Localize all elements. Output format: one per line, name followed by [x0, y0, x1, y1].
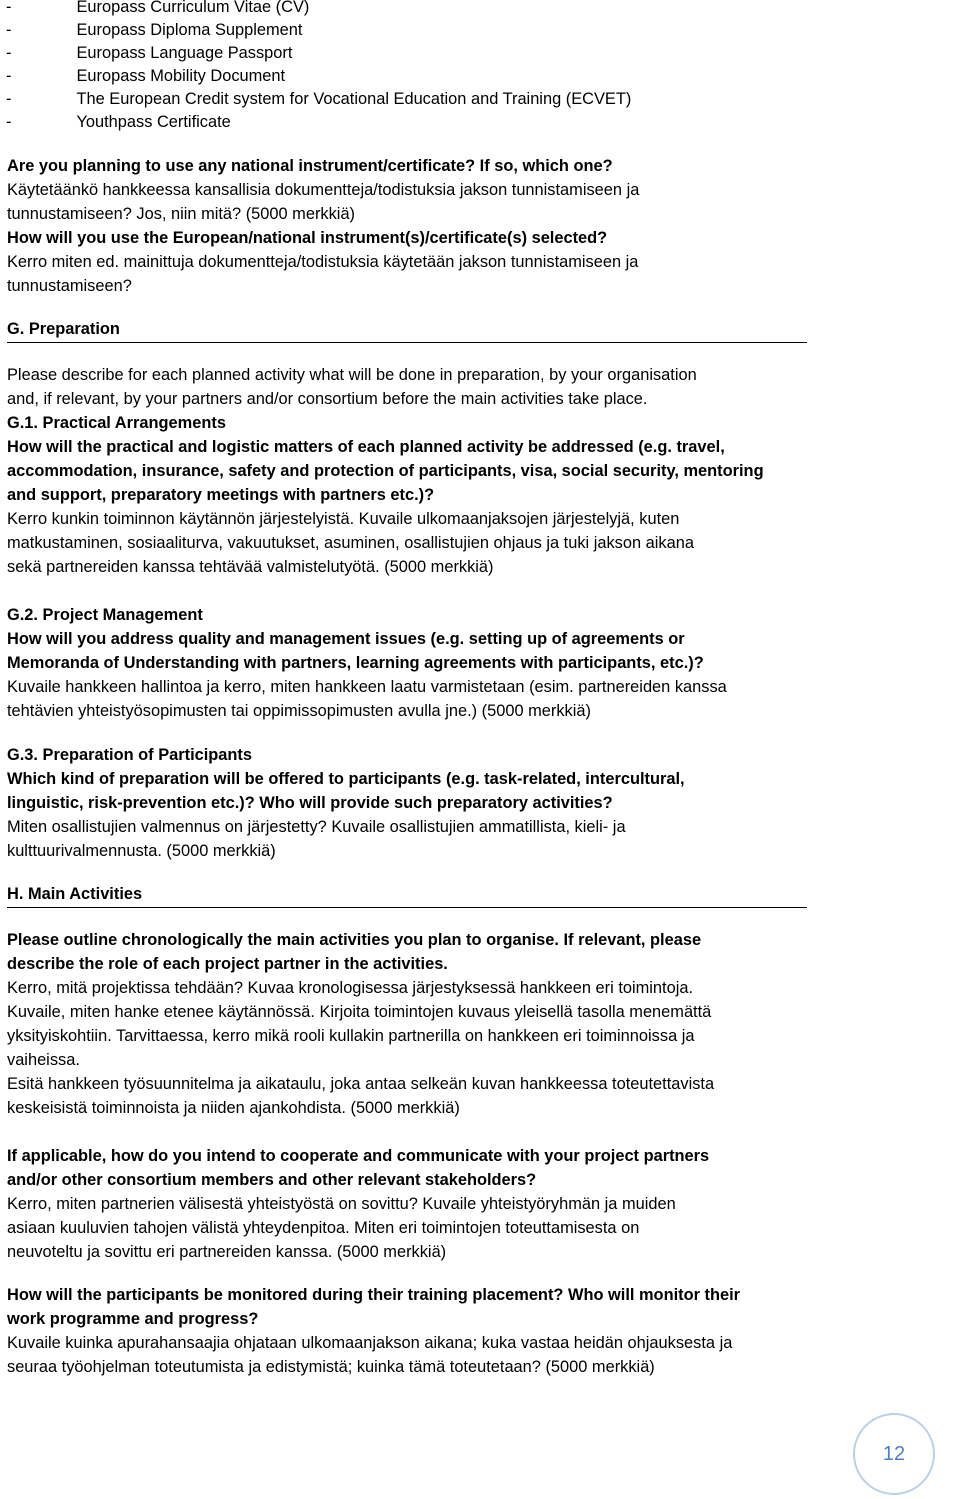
question-text: Memoranda of Understanding with partners, learning agreements with participants, etc.)?	[7, 654, 704, 672]
section-g3	[7, 743, 807, 863]
section-heading: G. Preparation	[7, 317, 807, 343]
finnish-text: Kuvaile, miten hanke etenee käytännössä. Kirjoita toimintojen kuvaus yleisellä tasolla menemättä	[7, 1003, 712, 1021]
subsection-heading: G.3. Preparation of Participants	[7, 746, 253, 764]
question-text: How will you use the European/national instrument(s)/certificate(s) selected?	[7, 229, 608, 247]
intro-text: and, if relevant, by your partners and/or consortium before the main activities take place.	[7, 390, 648, 408]
question-text: Are you planning to use any national instrument/certificate? If so, which one?	[7, 157, 613, 175]
section-h-heading	[7, 882, 807, 908]
list-bullet: -	[6, 21, 12, 39]
list-bullet: -	[6, 67, 12, 85]
question-text: and support, preparatory meetings with partners etc.)?	[7, 486, 435, 504]
instrument-questions	[7, 154, 807, 298]
finnish-text: Kerro, mitä projektissa tehdään? Kuvaa kronologisessa järjestyksessä hankkeen eri toimintoja.	[7, 979, 694, 997]
list-item: - Youthpass Certificate	[6, 113, 231, 131]
page-number-badge	[853, 1413, 935, 1495]
finnish-text: Kerro miten ed. mainittuja dokumentteja/todistuksia käytetään jakson tunnistamiseen ja	[7, 253, 639, 271]
finnish-text: kulttuurivalmennusta. (5000 merkkiä)	[7, 842, 276, 860]
question-text: Which kind of preparation will be offered to participants (e.g. task-related, intercultural,	[7, 770, 685, 788]
page-number: 12	[882, 1443, 906, 1465]
finnish-text: Kuvaile hankkeen hallintoa ja kerro, miten hankkeen laatu varmistetaan (esim. partnereiden kanssa	[7, 678, 727, 696]
question-text: and/or other consortium members and other relevant stakeholders?	[7, 1171, 537, 1189]
question-text: How will the participants be monitored during their training placement? Who will monitor their	[7, 1286, 741, 1304]
finnish-text: Käytetäänkö hankkeessa kansallisia dokumentteja/todistuksia jakson tunnistamiseen ja	[7, 181, 640, 199]
list-item: - Europass Curriculum Vitae (CV)	[6, 0, 310, 16]
list-bullet: -	[6, 44, 12, 62]
finnish-text: yksityiskohtiin. Tarvittaessa, kerro mikä rooli kullakin partnerilla on hankkeen eri toiminnoissa ja	[7, 1027, 695, 1045]
list-bullet: -	[6, 90, 12, 108]
finnish-text: Esitä hankkeen työsuunnitelma ja aikataulu, joka antaa selkeän kuvan hankkeessa toteutettavista	[7, 1075, 715, 1093]
question-text: How will you address quality and management issues (e.g. setting up of agreements or	[7, 630, 685, 648]
subsection-heading: G.1. Practical Arrangements	[7, 414, 226, 432]
finnish-text: asiaan kuuluvien tahojen välistä yhteydenpitoa. Miten eri toimintojen toteuttamisesta on	[7, 1219, 640, 1237]
question-text: accommodation, insurance, safety and protection of participants, visa, social security, mentoring	[7, 462, 764, 480]
subsection-heading: G.2. Project Management	[7, 606, 203, 624]
finnish-text: neuvoteltu ja sovittu eri partnereiden kanssa. (5000 merkkiä)	[7, 1243, 447, 1261]
section-g-body	[7, 363, 807, 579]
section-h-q1	[7, 928, 807, 1120]
intro-text: Please describe for each planned activity what will be done in preparation, by your organisation	[7, 366, 697, 384]
finnish-text: Miten osallistujien valmennus on järjestetty? Kuvaile osallistujien ammatillista, kieli- ja	[7, 818, 626, 836]
question-text: If applicable, how do you intend to cooperate and communicate with your project partners	[7, 1147, 710, 1165]
finnish-text: matkustaminen, sosiaaliturva, vakuutukset, asuminen, osallistujien ohjaus ja tuki jakson aikana	[7, 534, 694, 552]
section-g-heading	[7, 317, 807, 343]
list-item: - The European Credit system for Vocational Education and Training (ECVET)	[6, 90, 632, 108]
finnish-text: Kerro, miten partnerien välisestä yhteistyöstä on sovittu? Kuvaile yhteistyöryhmän ja muiden	[7, 1195, 676, 1213]
list-bullet: -	[6, 113, 12, 131]
finnish-text: keskeisistä toiminnoista ja niiden ajankohdista. (5000 merkkiä)	[7, 1099, 460, 1117]
section-h-q3	[7, 1283, 807, 1379]
finnish-text: sekä partnereiden kanssa tehtävää valmistelutyötä. (5000 merkkiä)	[7, 558, 494, 576]
section-g2	[7, 603, 807, 723]
finnish-text: Kerro kunkin toiminnon käytännön järjestelyistä. Kuvaile ulkomaanjaksojen järjestelyjä, kuten	[7, 510, 680, 528]
question-text: work programme and progress?	[7, 1310, 259, 1328]
finnish-text: seuraa työohjelman toteutumista ja edistymistä; kuinka tämä toteutetaan? (5000 merkkiä)	[7, 1358, 655, 1376]
question-text: linguistic, risk-prevention etc.)? Who will provide such preparatory activities?	[7, 794, 613, 812]
finnish-text: vaiheissa.	[7, 1051, 80, 1069]
section-heading: H. Main Activities	[7, 882, 807, 908]
question-text: Please outline chronologically the main activities you plan to organise. If relevant, please	[7, 931, 702, 949]
finnish-text: tehtävien yhteistyösopimusten tai oppimissopimusten avulla jne.) (5000 merkkiä)	[7, 702, 591, 720]
finnish-text: Kuvaile kuinka apurahansaajia ohjataan ulkomaanjakson aikana; kuka vastaa heidän ohjauksesta ja	[7, 1334, 733, 1352]
finnish-text: tunnustamiseen?	[7, 277, 132, 295]
section-h-q2	[7, 1144, 807, 1264]
question-text: describe the role of each project partner in the activities.	[7, 955, 448, 973]
finnish-text: tunnustamiseen? Jos, niin mitä? (5000 merkkiä)	[7, 205, 356, 223]
list-item: - Europass Mobility Document	[6, 67, 286, 85]
list-bullet: -	[6, 0, 12, 16]
list-item: - Europass Language Passport	[6, 44, 293, 62]
instrument-list	[6, 0, 906, 134]
question-text: How will the practical and logistic matters of each planned activity be addressed (e.g. travel,	[7, 438, 725, 456]
list-item: - Europass Diploma Supplement	[6, 21, 303, 39]
